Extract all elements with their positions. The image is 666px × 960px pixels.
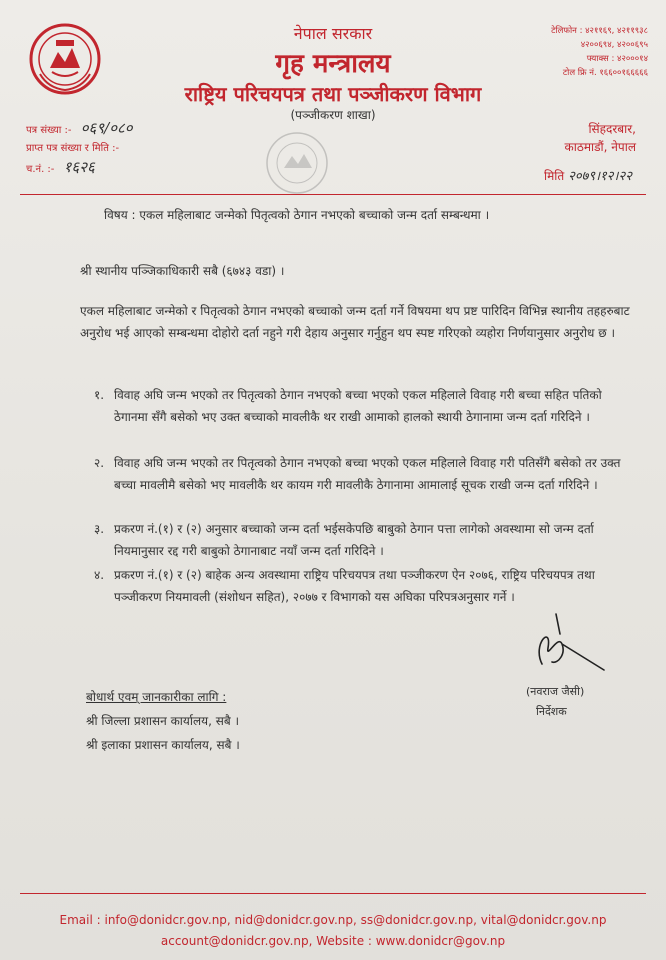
dispatch-number	[26, 157, 95, 177]
date-value: २०७९।१२।२२	[568, 169, 632, 184]
signature-icon	[522, 604, 612, 682]
subject-line: विषय : एकल महिलाबाट जन्मेको पितृत्वको ठेगान नभएको बच्चाको जन्म दर्ता सम्बन्धमा ।	[104, 208, 490, 222]
item-text: विवाह अघि जन्म भएको तर पितृत्वको ठेगान नभएको बच्चा भएको एकल महिलाले विवाह गरी पतिसँगै बसेको तर उक्त बच्चा मावलीमै बसेको भए मावलीकै थर कायम गरी मावलीकै ठेगानामा आमालाई सूचक राखी जन्म दर्ता गरिदिने ।	[114, 456, 621, 492]
dispatch-value: १६२६	[63, 158, 95, 176]
government-name: नेपाल सरकार	[293, 24, 373, 43]
address-line-2: काठमाडौं, नेपाल	[564, 140, 636, 154]
department-name: राष्ट्रिय परिचयपत्र तथा पञ्जीकरण विभाग	[184, 82, 482, 106]
fax-line: फ्याक्स : ४२०००१४	[586, 54, 648, 64]
list-item	[96, 452, 636, 496]
signer-designation: निर्देशक	[536, 705, 567, 718]
address-line-1: सिंहदरबार,	[588, 122, 636, 136]
item-number: २.	[94, 456, 105, 470]
dispatch-label: च.नं. :-	[26, 164, 55, 175]
list-item	[96, 564, 636, 608]
item-text: प्रकरण नं.(१) र (२) अनुसार बच्चाको जन्म दर्ता भईसकेपछि बाबुको ठेगान पत्ता लागेको अवस्थामा सो जन्म दर्ता नियमानुसार रद्द गरी बाबुको ठेगानाबाट नयाँ जन्म दर्ता गरिदिने ।	[114, 522, 594, 558]
letter-number	[26, 118, 133, 138]
branch-name: (पञ्जीकरण शाखा)	[290, 108, 376, 122]
cc-title: बोधार्थ एवम् जानकारीका लागि :	[86, 690, 227, 704]
letter-number-value: ०६९/०८०	[80, 119, 133, 137]
received-letter-ref	[26, 140, 119, 154]
header-divider	[20, 194, 646, 195]
item-text: प्रकरण नं.(१) र (२) बाहेक अन्य अवस्थामा राष्ट्रिय परिचयपत्र तथा पञ्जीकरण ऐन २०७६, राष्ट्रिय परिचयपत्र तथा पञ्जीकरण नियमावली (संशोधन सहित), २०७७ र विभागको यस अघिका परिपत्रअनुसार गर्ने ।	[114, 568, 595, 604]
cc-recipient: श्री जिल्ला प्रशासन कार्यालय, सबै ।	[86, 714, 240, 728]
cc-recipient: श्री इलाका प्रशासन कार्यालय, सबै ।	[86, 738, 240, 752]
tollfree-line: टोल फ्रि नं. १६६००१६६६६६	[562, 68, 648, 78]
faint-stamp-icon	[262, 128, 332, 198]
item-number: १.	[94, 388, 105, 402]
phone-line-2: ४२००६९४, ४२००६९५	[580, 40, 648, 50]
letter-date	[544, 166, 632, 184]
office-address	[565, 120, 636, 156]
addressee-line: श्री स्थानीय पञ्जिकाधिकारी सबै (६७४३ वडा) ।	[80, 264, 285, 278]
item-number: ४.	[94, 568, 105, 582]
footer-email-line: Email : info@donidcr.gov.np, nid@donidcr.gov.np, ss@donidcr.gov.np, vital@donidcr.gov.np	[59, 913, 607, 927]
signer-name: (नवराज जैसी)	[526, 685, 585, 698]
date-label: मिति	[544, 169, 565, 183]
letter-number-label: पत्र संख्या :-	[26, 125, 72, 136]
footer-divider	[20, 893, 646, 894]
item-text: विवाह अघि जन्म भएको तर पितृत्वको ठेगान नभएको बच्चा भएको एकल महिलाले विवाह गरी बच्चा सहित पतिको ठेगानमा सँगै बसेको भए उक्त बच्चाको मावलीकै थर राखी आमाको हालको स्थायी ठेगानामा जन्म दर्ता गरिदिने ।	[114, 388, 602, 424]
item-number: ३.	[94, 522, 105, 536]
phone-line: टेलिफोन : ४२११६९, ४२११९३८	[551, 26, 648, 36]
list-item	[96, 384, 636, 428]
body-paragraph: एकल महिलाबाट जन्मेको र पितृत्वको ठेगान नभएको बच्चाको जन्म दर्ता गर्ने विषयमा थप प्रष्ट पारिदिन विभिन्न स्थानीय तहहरुबाट अनुरोध भई आएको सम्बन्धमा दोहोरो दर्ता नहुने गरी देहाय अनुसार गर्नुहुन थप स्पष्ट गरिएको व्यहोरा निर्णयानुसार अनुरोध छ ।	[80, 304, 630, 340]
contact-block	[508, 24, 648, 80]
list-item	[96, 518, 636, 562]
ministry-name: गृह मन्त्रालय	[275, 49, 391, 79]
received-label: प्राप्त पत्र संख्या र मिति :-	[26, 143, 120, 154]
footer-website-line: account@donidcr.gov.np, Website : www.donidcr@gov.np	[160, 934, 506, 948]
